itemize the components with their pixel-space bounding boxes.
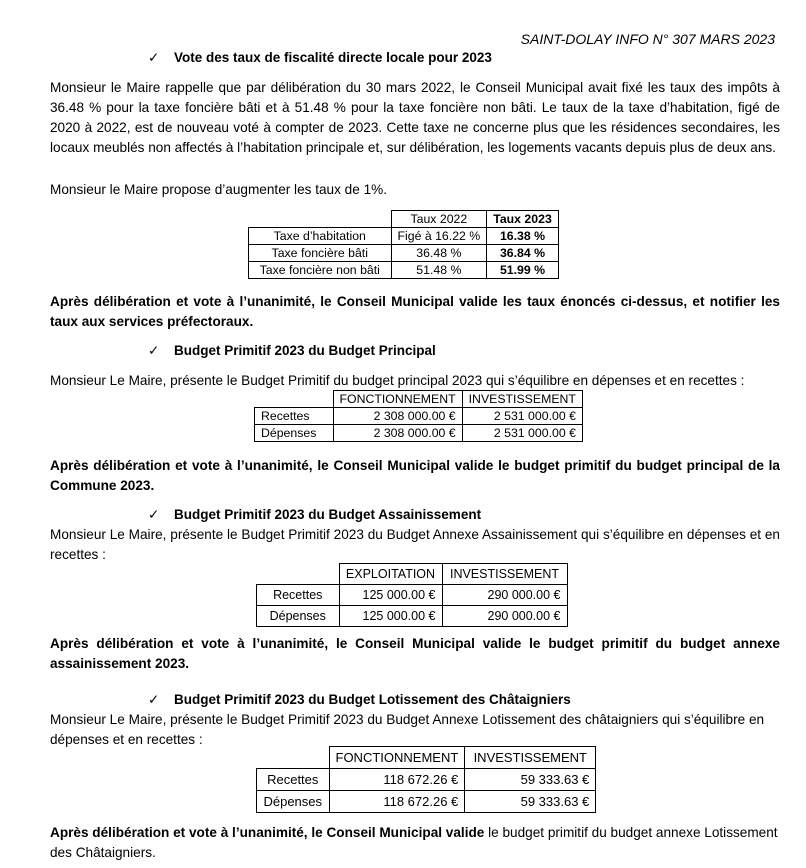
table-row xyxy=(257,585,568,606)
cell-value: 59 333.63 € xyxy=(465,769,596,791)
paragraph-fiscalite-proposal: Monsieur le Maire propose d’augmenter les taux de 1%. xyxy=(50,182,388,197)
table-row xyxy=(249,262,559,279)
cell-value: Figé à 16.22 % xyxy=(391,228,487,245)
row-label: Dépenses xyxy=(257,791,330,813)
table-corner xyxy=(249,211,392,228)
table-corner xyxy=(257,747,330,769)
decision-assainissement: Après délibération et vote à l’unanimité, le Conseil Municipal valide le budget primitif du budget annexe assainissement 2023. xyxy=(50,636,780,671)
cell-value: 51.48 % xyxy=(391,262,487,279)
section-title-assainissement xyxy=(148,507,481,523)
table-header-cell: INVESTISSEMENT xyxy=(442,564,567,585)
section-title-text: Vote des taux de fiscalité directe locale pour 2023 xyxy=(174,50,492,65)
table-row xyxy=(249,245,559,262)
cell-value: 2 531 000.00 € xyxy=(462,408,582,425)
table-header-cell: INVESTISSEMENT xyxy=(465,747,596,769)
row-label: Taxe foncière bâti xyxy=(249,245,392,262)
table-lotissement xyxy=(256,746,596,813)
table-header-cell: FONCTIONNEMENT xyxy=(333,391,462,408)
table-corner xyxy=(255,391,334,408)
cell-value: 118 672.26 € xyxy=(329,769,465,791)
row-label: Recettes xyxy=(257,769,330,791)
cell-value: 118 672.26 € xyxy=(329,791,465,813)
table-header-cell: Taux 2023 xyxy=(487,211,559,228)
table-header-cell: INVESTISSEMENT xyxy=(462,391,582,408)
table-row xyxy=(249,228,559,245)
row-label: Recettes xyxy=(255,408,334,425)
checkmark-icon: ✓ xyxy=(148,343,160,358)
cell-value: 290 000.00 € xyxy=(442,585,567,606)
table-row xyxy=(255,425,583,442)
table-budget-principal xyxy=(254,390,583,442)
row-label: Taxe foncière non bâti xyxy=(249,262,392,279)
checkmark-icon: ✓ xyxy=(148,50,160,65)
section-title-fiscalite xyxy=(148,50,492,66)
table-row xyxy=(255,408,583,425)
cell-value: 2 531 000.00 € xyxy=(462,425,582,442)
section-title-lotissement xyxy=(148,692,571,708)
paragraph-budget-principal: Monsieur Le Maire, présente le Budget Primitif du budget principal 2023 qui s’équilibre en dépenses et en recettes : xyxy=(50,373,745,388)
paragraph-fiscalite-intro: Monsieur le Maire rappelle que par délibération du 30 mars 2022, le Conseil Municipal avait fixé les taux des impôts à 36.48 % pour la taxe foncière bâti et à 51.48 % pour la taxe foncière non bâti. Le taux de la taxe d’habitation, figé de 2020 à 2022, est de nouveau voté à compter de 2023. Cette taxe ne concerne plus que les résidences secondaires, les locaux meublés non affectés à l’habitation principale et, sur délibération, les logements vacants depuis plus de deux ans. xyxy=(50,80,780,155)
row-label: Dépenses xyxy=(257,606,340,627)
cell-value: 125 000.00 € xyxy=(339,606,442,627)
table-taux xyxy=(248,210,559,279)
table-header-row xyxy=(249,211,559,228)
table-row xyxy=(257,769,596,791)
table-row xyxy=(257,791,596,813)
checkmark-icon: ✓ xyxy=(148,692,160,707)
section-title-budget-principal xyxy=(148,343,436,359)
table-header-row xyxy=(257,564,568,585)
table-header-row xyxy=(257,747,596,769)
section-title-text: Budget Primitif 2023 du Budget Lotissement des Châtaigniers xyxy=(174,692,571,707)
cell-value: 290 000.00 € xyxy=(442,606,567,627)
row-label: Taxe d’habitation xyxy=(249,228,392,245)
cell-value: 51.99 % xyxy=(487,262,559,279)
table-row xyxy=(257,606,568,627)
table-header-row xyxy=(255,391,583,408)
decision-rest-part: le budget primitif du budget annexe Lotissement des Châtaigniers. xyxy=(50,825,778,860)
cell-value: 16.38 % xyxy=(487,228,559,245)
cell-value: 2 308 000.00 € xyxy=(333,425,462,442)
cell-value: 2 308 000.00 € xyxy=(333,408,462,425)
checkmark-icon: ✓ xyxy=(148,507,160,522)
decision-fiscalite: Après délibération et vote à l’unanimité, le Conseil Municipal valide les taux énoncés ci-dessus, et notifier les taux aux services préfectoraux. xyxy=(50,294,780,329)
cell-value: 36.84 % xyxy=(487,245,559,262)
row-label: Recettes xyxy=(257,585,340,606)
table-header-cell: FONCTIONNEMENT xyxy=(329,747,465,769)
decision-budget-principal: Après délibération et vote à l’unanimité, le Conseil Municipal valide le budget primitif du budget principal de la Commune 2023. xyxy=(50,458,780,493)
table-header-cell: Taux 2022 xyxy=(391,211,487,228)
decision-bold-part: Après délibération et vote à l’unanimité, le Conseil Municipal valide xyxy=(50,825,485,840)
row-label: Dépenses xyxy=(255,425,334,442)
table-assainissement xyxy=(256,563,568,627)
cell-value: 36.48 % xyxy=(391,245,487,262)
table-corner xyxy=(257,564,340,585)
paragraph-assainissement: Monsieur Le Maire, présente le Budget Primitif 2023 du Budget Annexe Assainissement qui s’équilibre en dépenses et en recettes : xyxy=(50,527,780,562)
cell-value: 59 333.63 € xyxy=(465,791,596,813)
table-header-cell: EXPLOITATION xyxy=(339,564,442,585)
section-title-text: Budget Primitif 2023 du Budget Assainissement xyxy=(174,507,482,522)
decision-lotissement xyxy=(50,823,780,863)
page-header: SAINT-DOLAY INFO N° 307 MARS 2023 xyxy=(520,31,775,47)
cell-value: 125 000.00 € xyxy=(339,585,442,606)
paragraph-lotissement: Monsieur Le Maire, présente le Budget Primitif 2023 du Budget Annexe Lotissement des châtaigniers qui s’équilibre en dépenses et en recettes : xyxy=(50,712,765,747)
section-title-text: Budget Primitif 2023 du Budget Principal xyxy=(174,343,436,358)
